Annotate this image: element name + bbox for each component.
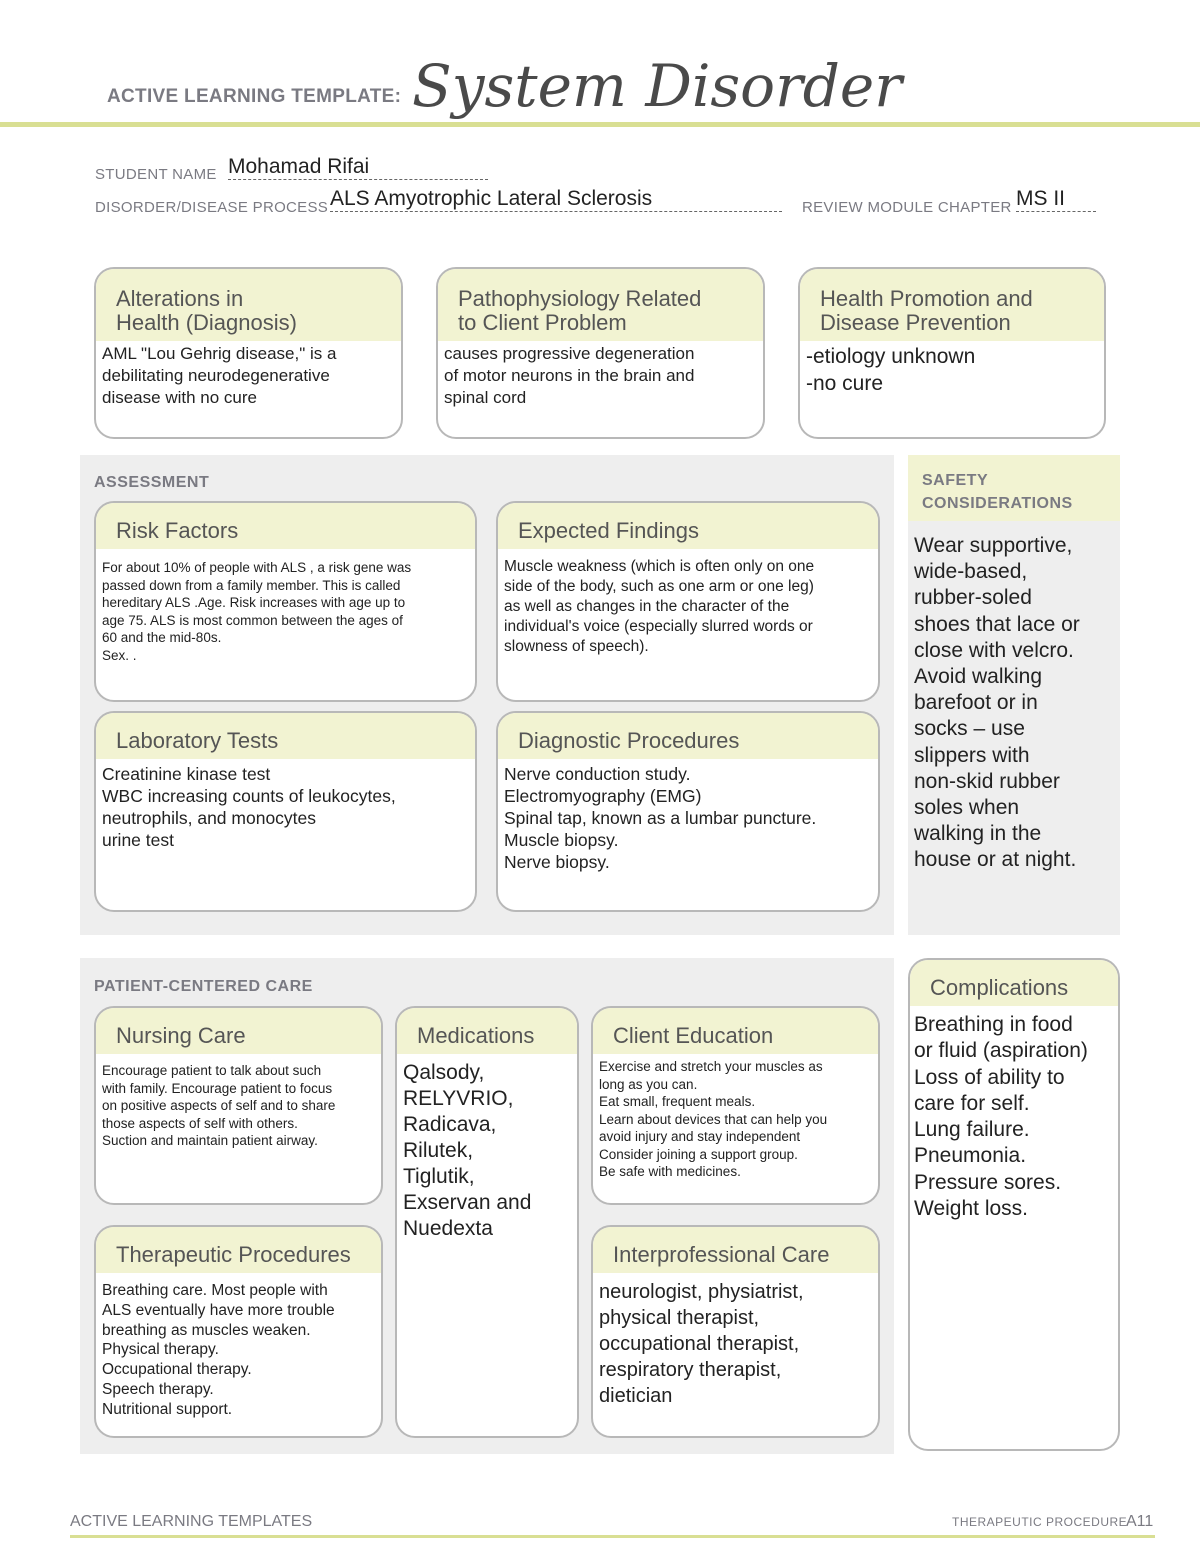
review-chapter-field[interactable]: MS II	[1016, 187, 1096, 212]
complications-card	[908, 958, 1120, 1451]
footer-right-label: THERAPEUTIC PROCEDURE	[952, 1515, 1128, 1529]
disease-process-label: DISORDER/DISEASE PROCESS	[95, 199, 329, 216]
complications-body[interactable]: Breathing in food or fluid (aspiration) Loss of ability to care for self. Lung failure. Pneumonia. Pressure sores. Weight loss.	[914, 1013, 1088, 1221]
nursing-care-card	[94, 1006, 383, 1205]
patient-care-label: PATIENT-CENTERED CARE	[94, 978, 313, 995]
page-title: System Disorder	[412, 52, 902, 120]
laboratory-tests-title: Laboratory Tests	[96, 713, 475, 759]
health-promotion-card	[798, 267, 1106, 439]
health-promotion-title: Health Promotion and Disease Prevention	[800, 269, 1104, 341]
footer-divider	[70, 1535, 1155, 1538]
laboratory-tests-card	[94, 711, 477, 912]
interprofessional-care-title: Interprofessional Care	[593, 1227, 878, 1273]
client-education-card	[591, 1006, 880, 1205]
therapeutic-procedures-body[interactable]: Breathing care. Most people with ALS eventually have more trouble breathing as muscles weaken. Physical therapy. Occupational therapy. Speech therapy. Nutritional support.	[102, 1282, 335, 1418]
medications-card	[395, 1006, 579, 1438]
risk-factors-body[interactable]: For about 10% of people with ALS , a risk gene was passed down from a family member. This is called hereditary ALS .Age. Risk increases with age up to age 75. ALS is most common between the ages of 60 and the mid-80s. Sex. .	[102, 560, 412, 663]
template-label: ACTIVE LEARNING TEMPLATE:	[107, 86, 402, 107]
diagnostic-procedures-card	[496, 711, 880, 912]
pathophysiology-body[interactable]: causes progressive degeneration of motor neurons in the brain and spinal cord	[444, 344, 695, 407]
disease-process-field[interactable]: ALS Amyotrophic Lateral Sclerosis	[330, 187, 782, 212]
expected-findings-title: Expected Findings	[498, 503, 878, 549]
complications-title: Complications	[910, 960, 1118, 1006]
therapeutic-procedures-title: Therapeutic Procedures	[96, 1227, 381, 1273]
laboratory-tests-body[interactable]: Creatinine kinase test WBC increasing counts of leukocytes, neutrophils, and monocytes urine test	[102, 764, 396, 850]
alterations-title: Alterations in Health (Diagnosis)	[96, 269, 401, 341]
nursing-care-title: Nursing Care	[96, 1008, 381, 1054]
alterations-body[interactable]: AML "Lou Gehrig disease," is a debilitating neurodegenerative disease with no cure	[102, 344, 337, 407]
student-name-field[interactable]: Mohamad Rifai	[228, 155, 488, 180]
safety-body[interactable]: Wear supportive, wide-based, rubber-soled shoes that lace or close with velcro. Avoid walking barefoot or in socks – use slippers with non-skid rubber soles when walking in the house or at night.	[914, 534, 1080, 872]
footer-left-label: ACTIVE LEARNING TEMPLATES	[70, 1513, 313, 1530]
footer-page-number: A11	[1126, 1513, 1154, 1530]
risk-factors-card	[94, 501, 477, 702]
client-education-body[interactable]: Exercise and stretch your muscles as long as you can. Eat small, frequent meals. Learn about devices that can help you avoid injury and stay independent Consider joining a support group. Be safe with medicines.	[599, 1059, 828, 1179]
expected-findings-body[interactable]: Muscle weakness (which is often only on one side of the body, such as one arm or one leg) as well as changes in the character of the individual's voice (especially slurred words or slowness of speech).	[504, 558, 815, 655]
medications-body[interactable]: Qalsody, RELYVRIO, Radicava, Rilutek, Tiglutik, Exservan and Nuedexta	[403, 1061, 532, 1240]
interprofessional-care-body[interactable]: neurologist, physiatrist, physical therapist, occupational therapist, respiratory therapist, dietician	[599, 1281, 804, 1407]
student-name-label: STUDENT NAME	[95, 166, 217, 183]
safety-label: SAFETY CONSIDERATIONS	[908, 455, 1120, 521]
header-divider	[0, 122, 1200, 127]
pathophysiology-title: Pathophysiology Related to Client Problem	[438, 269, 763, 341]
medications-title: Medications	[397, 1008, 577, 1054]
risk-factors-title: Risk Factors	[96, 503, 475, 549]
client-education-title: Client Education	[593, 1008, 878, 1054]
expected-findings-card	[496, 501, 880, 702]
diagnostic-procedures-title: Diagnostic Procedures	[498, 713, 878, 759]
nursing-care-body[interactable]: Encourage patient to talk about such with family. Encourage patient to focus on positive aspects of self and to share those aspects of self with others. Suction and maintain patient airway.	[102, 1063, 336, 1148]
diagnostic-procedures-body[interactable]: Nerve conduction study. Electromyography (EMG) Spinal tap, known as a lumbar puncture. Muscle biopsy. Nerve biopsy.	[504, 764, 817, 872]
interprofessional-care-card	[591, 1225, 880, 1438]
therapeutic-procedures-card	[94, 1225, 383, 1438]
alterations-card	[94, 267, 403, 439]
assessment-label: ASSESSMENT	[94, 474, 210, 491]
review-chapter-label: REVIEW MODULE CHAPTER	[802, 199, 1012, 216]
health-promotion-body[interactable]: -etiology unknown -no cure	[806, 345, 976, 395]
pathophysiology-card	[436, 267, 765, 439]
